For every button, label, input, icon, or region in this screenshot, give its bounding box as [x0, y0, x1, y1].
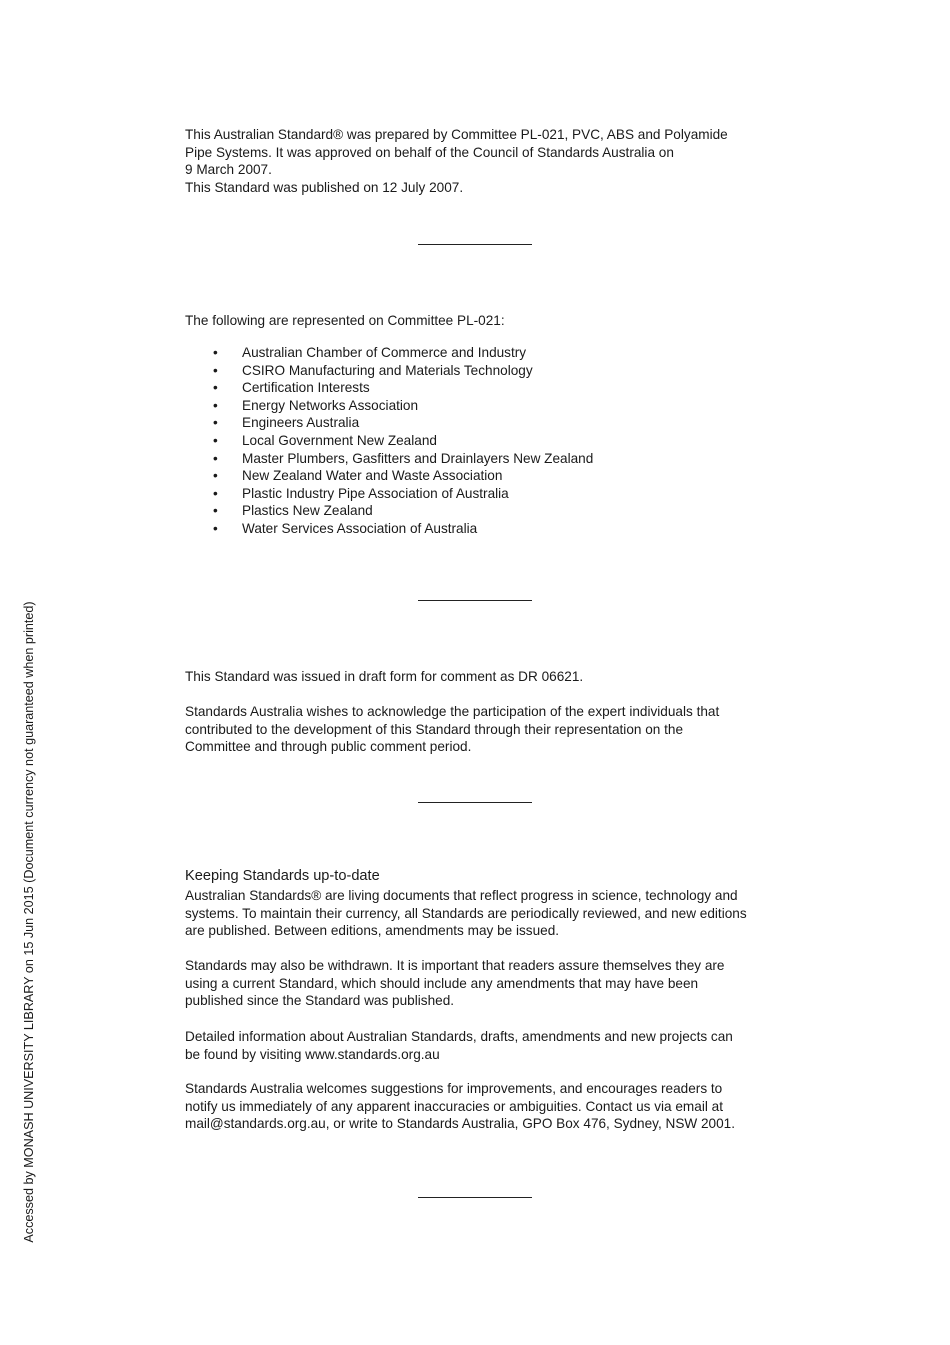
member-name: New Zealand Water and Waste Association [242, 468, 503, 484]
text-line: Detailed information about Australian Standards, drafts, amendments and new projects can [185, 1029, 733, 1044]
access-notice-text: Accessed by MONASH UNIVERSITY LIBRARY on 15 Jun 2015 (Document currency not guaranteed when printed) [22, 601, 36, 1243]
member-name: Water Services Association of Australia [242, 520, 478, 536]
member-name: Local Government New Zealand [242, 432, 437, 448]
committee-member-list [185, 344, 745, 538]
committee-intro-text: The following are represented on Committee PL-021: [185, 313, 505, 328]
bullet-icon: • [213, 450, 218, 466]
body-paragraph [185, 1080, 775, 1133]
text-line: mail@standards.org.au, or write to Standards Australia, GPO Box 476, Sydney, NSW 2001. [185, 1116, 736, 1132]
body-paragraph [185, 1028, 775, 1063]
preparation-paragraph [185, 126, 775, 196]
body-paragraph [185, 957, 775, 1010]
draft-issue-text: This Standard was issued in draft form for comment as DR 06621. [185, 669, 584, 684]
bullet-icon: • [213, 345, 218, 360]
text-line: using a current Standard, which should include any amendments that may have been [185, 975, 699, 991]
text-line: Standards Australia wishes to acknowledge the participation of the expert individuals that [185, 704, 720, 719]
list-item [185, 379, 745, 397]
member-name: Energy Networks Association [242, 397, 419, 413]
member-name: CSIRO Manufacturing and Materials Technology [242, 362, 533, 378]
text-line: Committee and through public comment period. [185, 739, 472, 755]
text-line: Standards Australia welcomes suggestions for improvements, and encourages readers to [185, 1081, 723, 1096]
text-line: This Standard was published on 12 July 2007. [185, 179, 464, 195]
list-item [185, 520, 745, 538]
list-item [185, 467, 745, 485]
bullet-icon: • [213, 380, 218, 396]
text-line: be found by visiting www.standards.org.au [185, 1046, 440, 1062]
member-name: Australian Chamber of Commerce and Industry [242, 345, 527, 360]
list-item [185, 397, 745, 415]
section-heading: Keeping Standards up-to-date [185, 868, 380, 884]
keeping-up-to-date-section [185, 868, 775, 886]
list-item [185, 344, 745, 362]
bullet-icon: • [213, 485, 218, 501]
list-item [185, 485, 745, 503]
draft-issue-paragraph [185, 668, 775, 686]
body-paragraph [185, 887, 775, 940]
text-line: Pipe Systems. It was approved on behalf of the Council of Standards Australia on [185, 144, 674, 160]
bullet-icon: • [213, 415, 218, 431]
bullet-icon: • [213, 397, 218, 413]
section-divider [418, 802, 532, 803]
member-name: Plastics New Zealand [242, 503, 373, 519]
list-item [185, 450, 745, 468]
text-line: systems. To maintain their currency, all Standards are periodically reviewed, and new editions [185, 905, 747, 921]
text-line: contributed to the development of this Standard through their representation on the [185, 721, 684, 737]
bullet-icon: • [213, 468, 218, 484]
bullet-icon: • [213, 503, 218, 519]
text-line: This Australian Standard® was prepared by Committee PL-021, PVC, ABS and Polyamide [185, 127, 728, 142]
list-item [185, 502, 745, 520]
text-line: Standards may also be withdrawn. It is important that readers assure themselves they are [185, 958, 725, 973]
text-line: 9 March 2007. [185, 162, 272, 178]
section-divider [418, 600, 532, 601]
section-divider [418, 244, 532, 245]
bullet-icon: • [213, 520, 218, 536]
section-divider [418, 1197, 532, 1198]
acknowledgement-paragraph [185, 703, 775, 756]
list-item [185, 362, 745, 380]
member-name: Certification Interests [242, 380, 370, 396]
bullet-icon: • [213, 432, 218, 448]
member-name: Plastic Industry Pipe Association of Australia [242, 485, 509, 501]
text-line: Australian Standards® are living documents that reflect progress in science, technology and [185, 888, 738, 903]
text-line: notify us immediately of any apparent inaccuracies or ambiguities. Contact us via email at [185, 1098, 723, 1114]
list-item [185, 432, 745, 450]
text-line: are published. Between editions, amendments may be issued. [185, 923, 560, 939]
bullet-icon: • [213, 362, 218, 378]
list-item [185, 414, 745, 432]
text-line: published since the Standard was published. [185, 993, 455, 1009]
member-name: Engineers Australia [242, 415, 360, 431]
member-name: Master Plumbers, Gasfitters and Drainlayers New Zealand [242, 450, 594, 466]
committee-intro [185, 312, 775, 330]
